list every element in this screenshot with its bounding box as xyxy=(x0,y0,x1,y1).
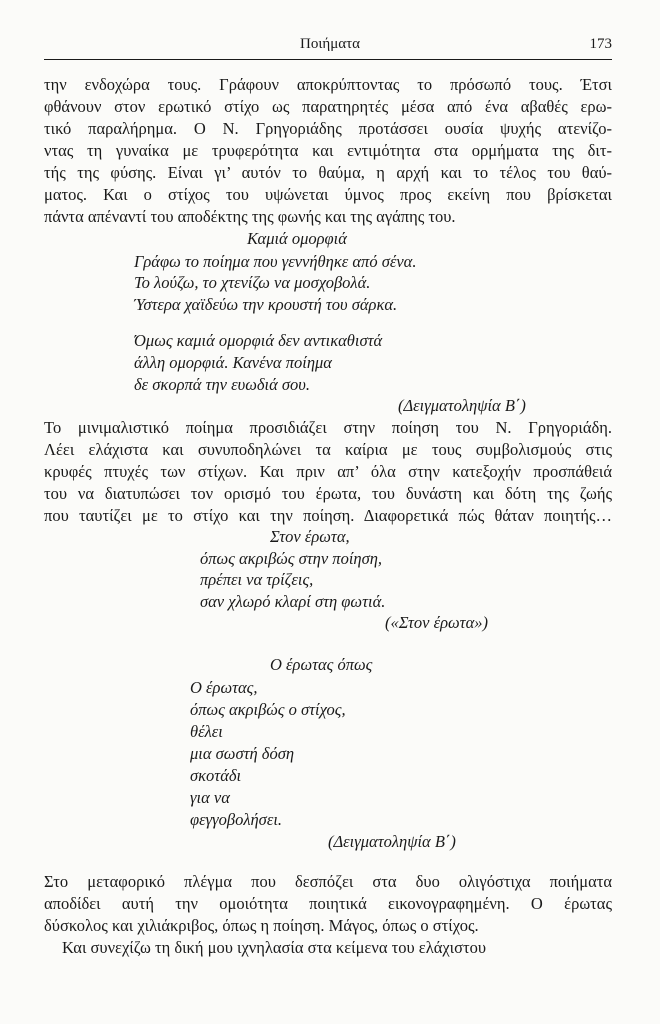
text-line: αποδίδει αυτή την ομοιότητα ποιητικά εικονογραφημένη. Ο έρωτας xyxy=(44,894,612,913)
verse-line: όπως ακριβώς ο στίχος, xyxy=(190,700,346,719)
poem-source: («Στον έρωτα») xyxy=(385,613,488,632)
poem-title: Καμιά ομορφιά xyxy=(247,229,347,248)
page-number: 173 xyxy=(589,36,612,52)
verse-line: Το λούζω, το χτενίζω να μοσχοβολά. xyxy=(134,273,371,292)
verse-line: σαν χλωρό κλαρί στη φωτιά. xyxy=(200,592,386,611)
verse-line: όπως ακριβώς στην ποίηση, xyxy=(200,549,383,568)
verse-line: φεγγοβολήσει. xyxy=(190,810,283,829)
verse-line: Όμως καμιά ομορφιά δεν αντικαθιστά xyxy=(134,331,383,350)
verse-line: θέλει xyxy=(190,722,223,741)
text-line: Στο μεταφορικό πλέγμα που δεσπόζει στα δυο ολιγόστιχα ποιήματα xyxy=(44,872,612,891)
text-line: πάντα απέναντί του αποδέκτης της φωνής και της αγάπης του. xyxy=(44,207,456,226)
text-line: τικό παραλήρημα. Ο Ν. Γρηγοριάδης προτάσσει ουσία ψυχής ατενίζο- xyxy=(44,119,612,138)
text-line: Και συνεχίζω τη δική μου ιχνηλασία στα κείμενα του ελάχιστου xyxy=(62,938,487,957)
text-line: δύσκολος και χιλιάκριβος, όπως η ποίηση. Μάγος, όπως ο στίχος. xyxy=(44,916,479,935)
text-line: κρυφές πτυχές των στίχων. Και πριν απ’ όλα στην κατεξοχήν προσπάθειά xyxy=(44,462,612,481)
text-line: του να διατυπώσει τον ορισμό του έρωτα, του δυνάστη και δότη της ζωής xyxy=(44,484,612,503)
text-line: που ταυτίζει με το στίχο και την ποίηση. Διαφορετικά πώς θάταν ποιητής… xyxy=(44,506,612,525)
verse-line: Ο έρωτας, xyxy=(190,678,258,697)
verse-line: σκοτάδι xyxy=(190,766,242,785)
text-line: φθάνουν στον ερωτικό στίχο ως παρατηρητές μέσα από ένα αβαθές ερω- xyxy=(44,97,612,116)
verse-line: άλλη ομορφιά. Κανένα ποίημα xyxy=(134,353,332,372)
running-head: Ποιήματα xyxy=(300,36,360,52)
poem-source: (Δειγματοληψία Β΄) xyxy=(328,832,456,851)
text-line: Λέει ελάχιστα και συνυποδηλώνει τα καίρια με τους συμβολισμούς στις xyxy=(44,440,612,459)
text-line: την ενδοχώρα τους. Γράφουν αποκρύπτοντας το πρόσωπό τους. Έτσι xyxy=(44,75,612,94)
header-rule xyxy=(44,59,612,60)
text-line: ματος. Και ο στίχος του υψώνεται ύμνος προς εκείνη που βρίσκεται xyxy=(44,185,612,204)
verse-line: Ύστερα χαϊδεύω την κρουστή του σάρκα. xyxy=(134,295,398,314)
poem-title: Ο έρωτας όπως xyxy=(270,655,373,674)
verse-line: για να xyxy=(190,788,230,807)
poem-source: (Δειγματοληψία Β΄) xyxy=(398,396,526,415)
verse-line: Γράφω το ποίημα που γεννήθηκε από σένα. xyxy=(134,252,417,271)
verse-line: πρέπει να τρίζεις, xyxy=(200,570,314,589)
verse-line: μια σωστή δόση xyxy=(190,744,295,763)
verse-line: δε σκορπά την ευωδιά σου. xyxy=(134,375,310,394)
verse-line: Στον έρωτα, xyxy=(270,527,350,546)
text-line: ντας τη γυναίκα με τρυφερότητα και εντιμότητα στα ορμήματα της διτ- xyxy=(44,141,612,160)
text-line: τής της φύσης. Είναι γι’ αυτόν το θαύμα, η αρχή και το τέλος του θαύ- xyxy=(44,163,612,182)
text-line: Το μινιμαλιστικό ποίημα προσιδιάζει στην ποίηση του Ν. Γρηγοριάδη. xyxy=(44,418,612,437)
